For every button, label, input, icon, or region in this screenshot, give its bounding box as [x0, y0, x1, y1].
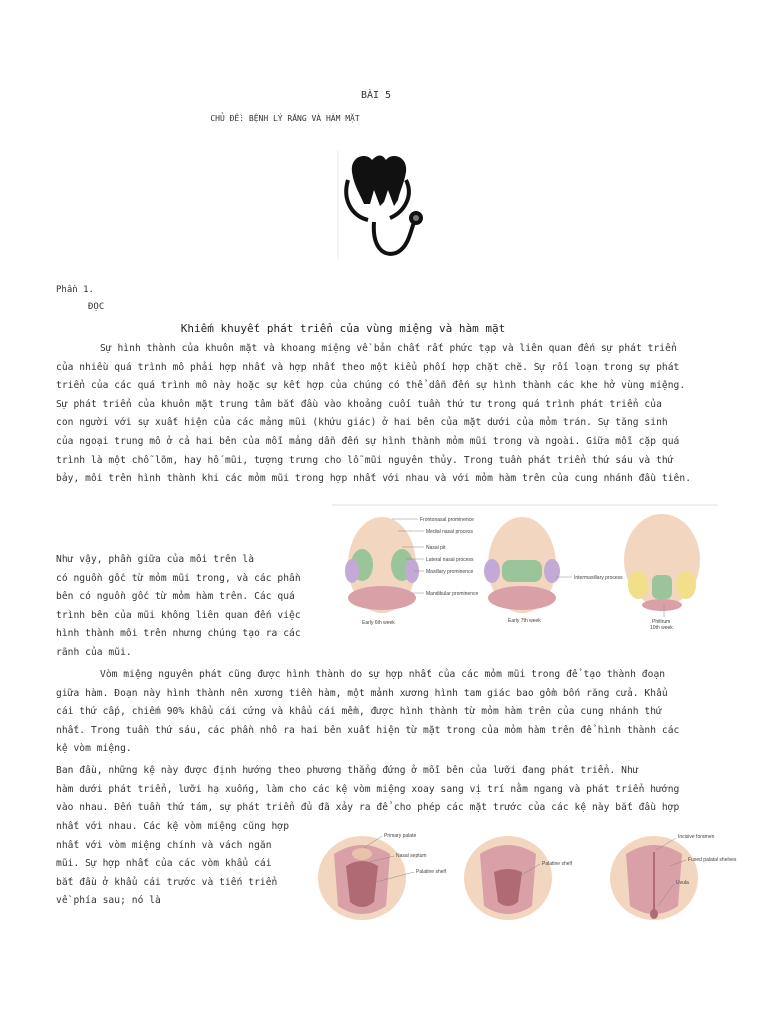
text-line: bắt đầu ở khẩu cái trước và tiến triển	[56, 876, 278, 888]
text-line: nhất với vòm miệng chính và vách ngăn	[56, 839, 272, 851]
text-line: con người với sự xuất hiện của các mảng mũi (khứu giác) ở hai bên của mặt dưới của mỏm trán. Sự tăng sinh	[56, 417, 668, 429]
text-line: bên có nguồn gốc từ mỏm hàm trên. Các quá	[56, 591, 295, 603]
figure-label: Primary palate	[384, 833, 417, 839]
text-line: kệ vòm miệng.	[56, 743, 132, 755]
palate-development-figure	[314, 826, 737, 926]
paragraph-4	[56, 762, 736, 818]
figure-label: Philtrum	[652, 619, 671, 625]
figure-label: Medial nasal process	[426, 529, 473, 535]
figure-caption: 10th week	[650, 625, 673, 631]
text-line: Sự phát triển của khuôn mặt trung tâm bắt đầu vào khoảng cuối tuần thứ tư trong quá trình phát triển của	[56, 398, 662, 410]
text-line: giữa hàm. Đoạn này hình thành nên xương tiền hàm, một mảnh xương hình tam giác bao gồm bốn răng cửa. Khẩu	[56, 687, 668, 699]
figure-label: Frontonasal prominence	[420, 517, 474, 523]
text-line: của ngoại trung mô ở cả hai bên của mỗi mảng dẫn đến sự hình thành mỏm mũi trong và ngoài. Giữa mỗi cặp quá	[56, 435, 680, 447]
figure-label: Fused palatal shelves	[688, 857, 737, 863]
topic-subtitle: CHỦ ĐỀ: BỆNH LÝ RĂNG VÀ HÀM MẶT	[210, 114, 360, 123]
paragraph-1	[56, 340, 736, 489]
section-label: ĐỌC	[88, 302, 105, 312]
figure-label: Incisive foramen	[678, 834, 715, 840]
figure-caption: Early 7th week	[508, 618, 541, 624]
text-line: về phía sau; nó là	[56, 895, 161, 907]
paragraph-2	[56, 551, 326, 663]
figure-label: Lateral nasal process	[426, 557, 474, 563]
figure-label: Intermaxillary process	[574, 575, 623, 581]
figure-label: Palatine shelf	[542, 861, 573, 867]
text-line: trình là một chỗ lõm, hay hố mũi, tượng trưng cho lỗ mũi nguyên thủy. Trong tuần phát triển thứ sáu và thứ	[56, 454, 674, 466]
text-line: Ban đầu, những kệ này được định hướng theo phương thẳng đứng ở mỗi bên của lưỡi đang phát triển. Như	[56, 765, 639, 776]
text-line: cái thứ cấp, chiếm 90% khẩu cái cứng và khẩu cái mềm, được hình thành từ mỏm hàm trên của cung nhánh thứ	[56, 706, 662, 718]
text-line: hình thành môi trên nhưng chúng tạo ra các	[56, 628, 301, 640]
part-label: Phần 1.	[56, 285, 94, 295]
text-line: mũi. Sự hợp nhất của các vòm khẩu cái	[56, 858, 272, 870]
text-line: Vòm miệng nguyên phát cũng được hình thành do sự hợp nhất của các mỏm mũi trong để tạo thành đoạn	[100, 669, 666, 680]
text-line: rãnh của mũi.	[56, 646, 132, 658]
text-line: nhất. Trong tuần thứ sáu, các phần nhô ra hai bên xuất hiện từ mặt trong của mỏm hàm trên để hình thành các	[56, 724, 680, 736]
paragraph-5	[56, 818, 316, 911]
text-line: của nhiều quá trình mô phải hợp nhất và hợp nhất theo một kiểu phối hợp chặt chẽ. Sự rối loạn trong sự phát	[56, 361, 680, 373]
text-line: Như vậy, phần giữa của môi trên là	[56, 554, 255, 565]
text-line: bảy, môi trên hình thành khi các mỏm mũi trong hợp nhất với nhau và với mỏm hàm trên của cung nhánh đầu tiên.	[56, 473, 692, 485]
text-line: hàm dưới phát triển, lưỡi hạ xuống, làm cho các kệ vòm miệng xoay sang vị trí nằm ngang và phát triển hướng	[56, 783, 680, 795]
tooth-stethoscope-icon	[338, 150, 430, 262]
face-development-figure	[332, 505, 718, 630]
text-line: Sự hình thành của khuôn mặt và khoang miệng về bản chất rất phức tạp và liên quan đến sự phát triển	[100, 343, 677, 354]
figure-label: Nasal septum	[396, 853, 427, 859]
article-title: Khiếm khuyết phát triển của vùng miệng và hàm mặt	[180, 322, 506, 335]
figure-label: Maxillary prominence	[426, 569, 474, 575]
paragraph-3	[56, 666, 736, 759]
text-line: triển của các quá trình mô này hoặc sự kết hợp của chúng có thể dẫn đến sự hình thành các khe hở vùng miệng.	[56, 380, 686, 392]
palate-stage-3	[610, 836, 698, 920]
text-line: trình bên của mũi không liên quan đến việc	[56, 609, 301, 621]
lesson-title: BÀI 5	[360, 90, 392, 101]
figure-label: Uvula	[676, 880, 689, 886]
figure-caption: Early 6th week	[362, 620, 395, 626]
text-line: vào nhau. Đến tuần thứ tám, sự phát triển đủ đã xảy ra để cho phép các mặt trước của các kệ này bắt đầu hợp	[56, 802, 680, 814]
figure-label: Mandibular prominence	[426, 591, 479, 597]
text-line: nhất với nhau. Các kệ vòm miệng cũng hợp	[56, 821, 290, 832]
palate-stage-2	[464, 836, 552, 920]
text-line: có nguồn gốc từ mỏm mũi trong, và các phần	[56, 572, 301, 584]
figure-label: Palatine shelf	[416, 869, 447, 875]
palate-stage-1	[318, 836, 406, 920]
figure-label: Nasal pit	[426, 545, 446, 551]
